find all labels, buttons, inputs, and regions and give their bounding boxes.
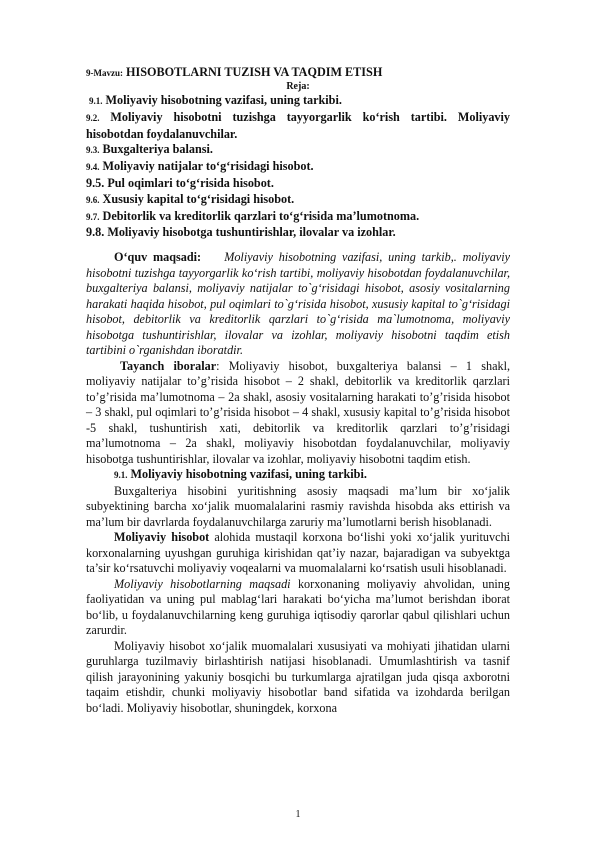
plan-item: 9.8. Moliyaviy hisobotga tushuntirishlar, ilovalar va izohlar. [86,225,396,240]
plan-item: 9.6. Xususiy kapital to‘g‘risidagi hisobot. [86,191,295,206]
plan-item: 9.4. Moliyaviy natijalar to‘g‘risidagi hisobot. [86,159,314,174]
section-heading: 9.1. Moliyaviy hisobotning vazifasi, uning tarkibi. [114,467,367,482]
plan-item: 9.7. Debitorlik va kreditorlik qarzlari to‘g‘risida ma’lumotnoma. [86,208,420,223]
body-paragraph: Moliyaviy hisobot alohida mustaqil korxona bo‘lishi yoki xo‘jalik yurituvchi korxonalarning uyushgan guruhiga kirishidan qat’iy nazar, bajaradigan va subyektga ta’sir ko‘rsatuvchi moliyaviy voqealarni va muomalalarni ko‘rsatish usuli hisoblanadi. [86,530,510,576]
topic-heading [86,64,510,81]
body-paragraph: Buxgalteriya hisobini yuritishning asosiy maqsadi ma’lum bir xo‘jalik subyektining barcha xo‘jalik muomalalarini rasmiy ravishda hisobda aks ettirish va ma’lum bir davrlarda foydalanuvchilarga zaruriy ma’lumotlarni berish hisoblanadi. [86,483,510,529]
body-paragraph: Moliyaviy hisobot xo‘jalik muomalalari xususiyati va mohiyati jihatidan ularni guruhlarga tuzilmaviy birlashtirish natijasi hisoblanadi. Umumlashtirish va tasnif qilish jarayonining yakuniy bosqichi bu turkumlarga ajratilgan juda qisqa axborotni taqaim etishdir, chunki moliyaviy hisobotlar band sifatida va izohdarda berilgan bo‘ladi. Moliyaviy hisobotlar, shuningdek, korxona [86,638,510,715]
page-content [86,64,510,716]
page-number: 1 [295,809,301,820]
keywords-paragraph: Tayanch iboralar: Moliyaviy hisobot, buxgalteriya balansi – 1 shakl, moliyaviy natijalar to’g’risida hisobot – 2 shakl, debitorlik va kreditorlik qarzlari to’g’risida ma’lumotnoma – 2a shakl, asosiy vositalarning harakati to’g’risida hisobot – 3 shakl, pul oqimlari to’g’risida hisobot – 4 shakl, xususiy kapital to’g’risida hisobot -5 shakl, tushuntirish xati, debitorlik va kreditorlik qarzlari to’g’risidagi ma’lumotnoma – 2a shakl, moliyaviy hisobotdan foydalanuvchilar, moliyaviy hisobotga tushuntirishlar, ilovalar va izohlar, moliyaviy hisobotni taqdim etish. [86,358,511,466]
learning-goal-paragraph: O‘quv maqsadi: Moliyaviy hisobotning vazifasi, uning tarkib,. moliyaviy hisobotni tuzishga tayyorgarlik ko‘rish tartibi, moliyaviy hisobotdan foydalanuvchilar, buxgalteriya balansi, moliyaviy natijalar to`g‘risidagi hisobot, asosiy vositalarning harakati haqida hisobot, pul oqimlari to`g‘risida hisobot, xususiy kapital to`g‘risidagi hisobot, debitorlik va kreditorlik qarzlari to`g‘risida ma`lumotnoma, moliyaviy hisobotga tushuntirishlar, ilovalar va izohlar, moliyaviy hisobotni taqdim etish tartibini o`rganishdan iboratdir. [86,250,510,358]
plan-item: 9.3. Buxgalteriya balansi. [86,142,213,157]
body-paragraph: Moliyaviy hisobotlarning maqsadi korxonaning moliyaviy ahvolidan, uning faoliyatidan va uning pul mablag‘lari harakati bo‘yicha ma’lumot berishdan iborat bo‘lib, u foydalanuvchilarning keng guruhiga iqtisodiy qarorlar qabul qilishlari uchun zarurdir. [86,576,510,638]
topic-title: HISOBOTLARNI TUZISH VA TAQDIM ETISH [126,65,383,79]
topic-number-label: 9-Mavzu: [86,68,123,78]
plan-item: 9.1. Moliyaviy hisobotning vazifasi, uning tarkibi. [89,93,342,107]
plan-item: 9.5. Pul oqimlari to‘g‘risida hisobot. [86,175,274,190]
plan-heading: Reja: [286,81,310,92]
plan-item: 9.2. Moliyaviy hisobotni tuzishga tayyorgarlik ko‘rish tartibi. Moliyaviy hisobotdan foydalanuvchilar. [86,109,510,141]
